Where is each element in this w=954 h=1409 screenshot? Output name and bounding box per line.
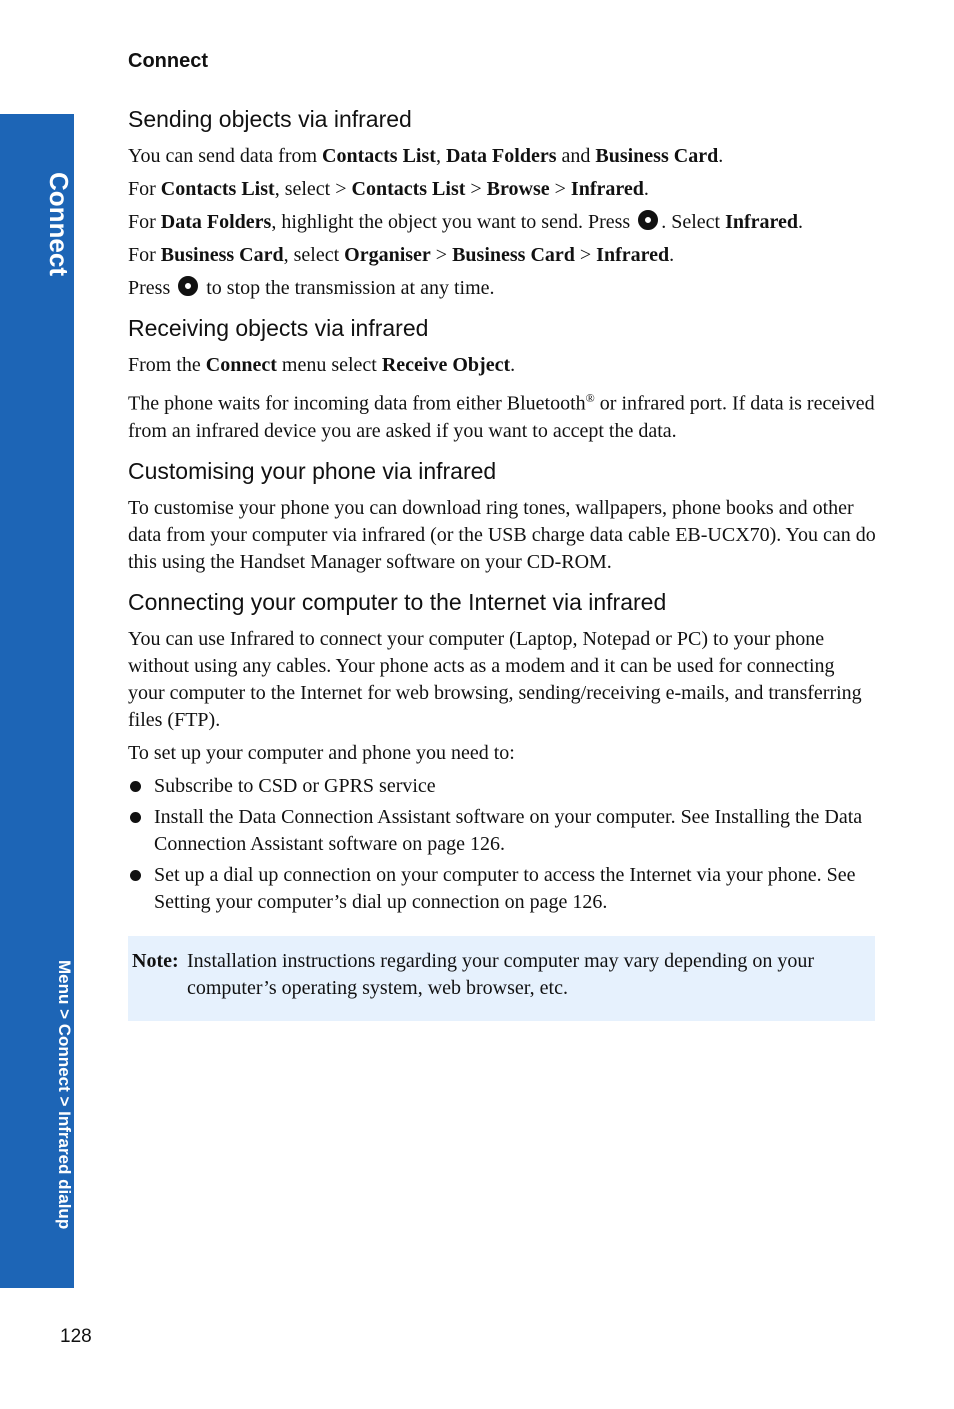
section-heading: Connecting your computer to the Internet via infrared — [128, 588, 667, 615]
list-item: Install the Data Connection Assistant software on your computer. See Installing the Data Connection Assistant software on page 126. — [128, 804, 876, 858]
note-label: Note: — [132, 950, 179, 972]
chapter-header: Connect — [128, 50, 208, 72]
navigation-key-icon — [178, 276, 198, 296]
paragraph: For Business Card, select Organiser > Business Card > Infrared. — [128, 244, 675, 266]
paragraph: Press to stop the transmission at any time. — [128, 277, 495, 299]
section-connecting — [128, 586, 876, 916]
list-item: Set up a dial up connection on your computer to access the Internet via your phone. See Setting your computer’s dial up connection on page 126. — [128, 862, 876, 916]
section-customising — [128, 455, 876, 576]
navigation-key-icon — [638, 210, 658, 230]
paragraph: For Data Folders, highlight the object you want to send. Press . Select Infrared. — [128, 211, 804, 233]
section-sending — [128, 103, 876, 302]
paragraph: The phone waits for incoming data from either Bluetooth® or infrared port. If data is received from an infrared device you are asked if you want to accept the data. — [128, 391, 875, 442]
sidebar-title: Connect — [44, 172, 74, 276]
paragraph: From the Connect menu select Receive Object. — [128, 354, 516, 376]
bullet-list — [128, 773, 876, 916]
section-heading: Customising your phone via infrared — [128, 457, 497, 484]
list-item: Subscribe to CSD or GPRS service — [128, 773, 876, 800]
sidebar-breadcrumb: Menu > Connect > Infrared dialup — [55, 960, 74, 1230]
paragraph: You can use Infrared to connect your computer (Laptop, Notepad or PC) to your phone without using any cables. Your phone acts as a modem and it can be used for connecting your computer to the Internet for web browsing, sending/receiving e-mails, and transferring files (FTP). — [128, 627, 862, 731]
paragraph: For Contacts List, select > Contacts List > Browse > Infrared. — [128, 178, 649, 200]
section-receiving — [128, 312, 876, 445]
paragraph: To set up your computer and phone you need to: — [128, 741, 515, 764]
section-heading: Sending objects via infrared — [128, 106, 412, 132]
note-text: Installation instructions regarding your computer may vary depending on your computer’s operating system, web browser, etc. — [187, 950, 815, 999]
paragraph: You can send data from Contacts List, Data Folders and Business Card. — [128, 145, 724, 167]
page-number: 128 — [60, 1326, 92, 1347]
section-heading: Receiving objects via infrared — [128, 315, 429, 341]
page-content — [128, 103, 876, 926]
paragraph: To customise your phone you can download ring tones, wallpapers, phone books and other data from your computer via infrared (or the USB charge data cable EB-UCX70). You can do this using the Handset Manager software on your CD-ROM. — [128, 496, 876, 573]
note-box — [128, 936, 875, 1021]
